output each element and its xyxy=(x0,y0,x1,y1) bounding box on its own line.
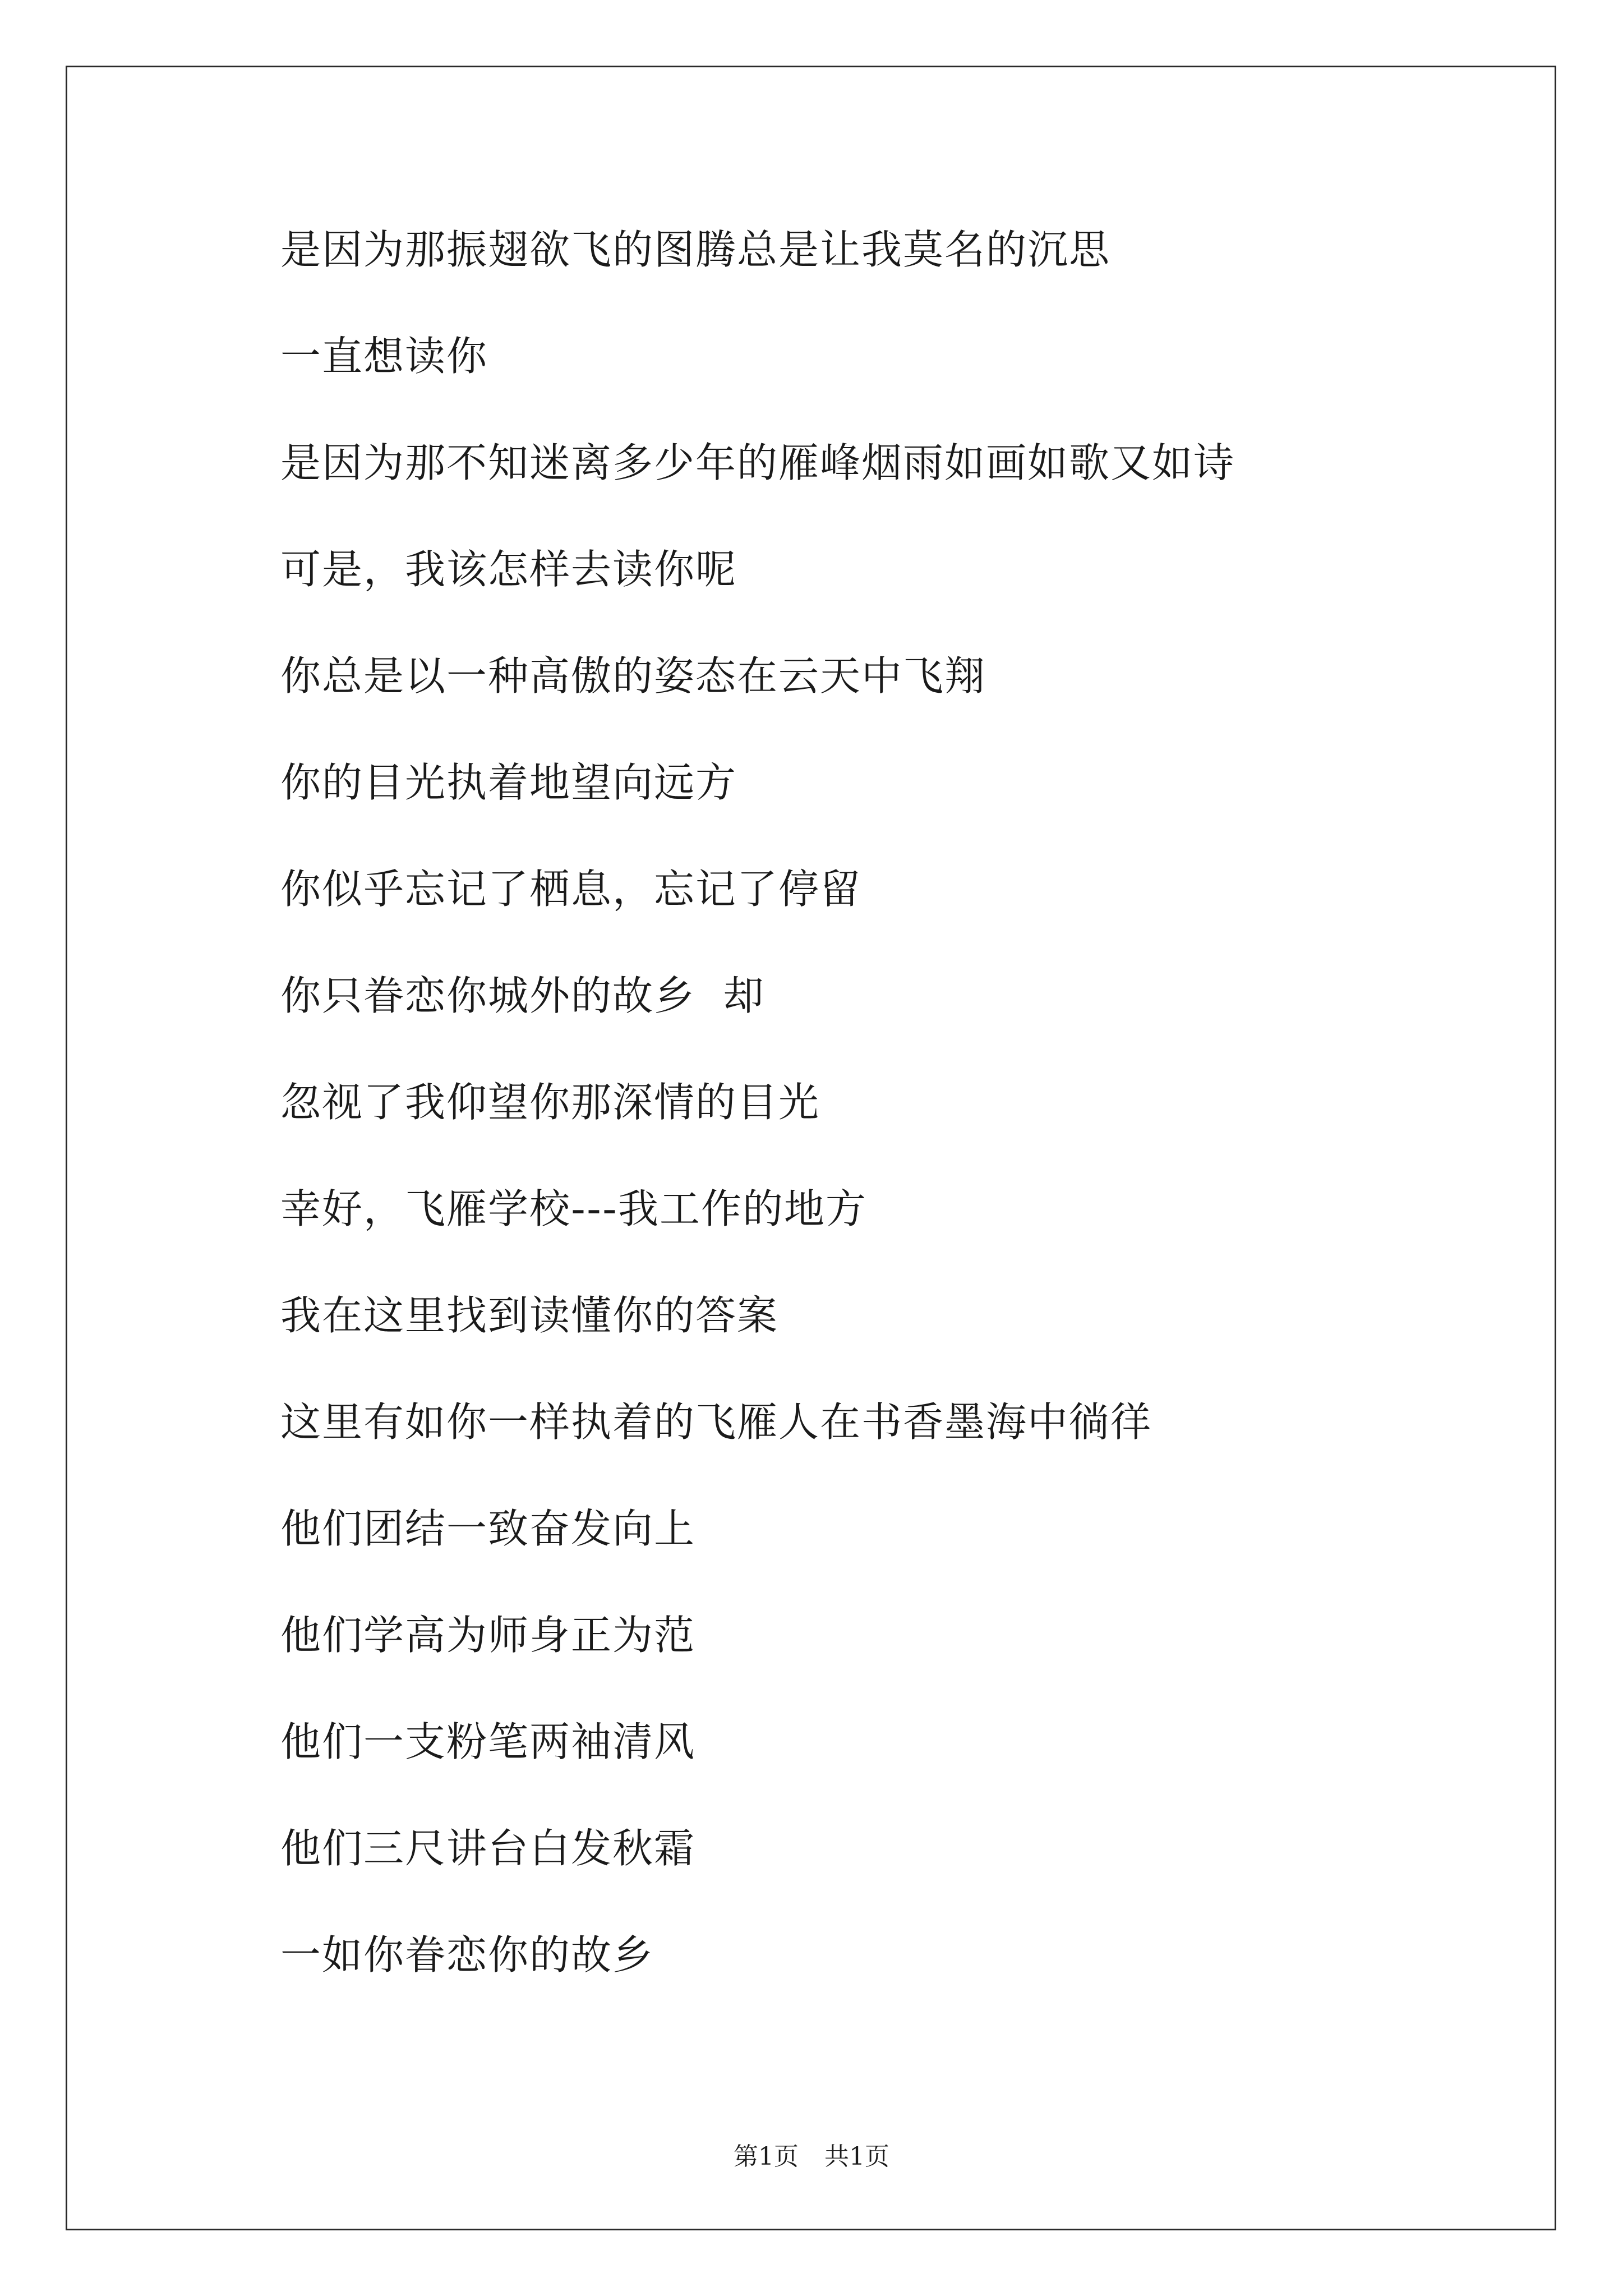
poem-line: 他们学高为师身正为范 xyxy=(280,1612,696,1659)
poem-line: 你的目光执着地望向远方 xyxy=(280,759,737,806)
poem-line: 幸好，飞雁学校---我工作的地方 xyxy=(280,1185,867,1232)
poem-body xyxy=(280,222,1235,2033)
poem-line: 是因为那不知迷离多少年的雁峰烟雨如画如歌又如诗 xyxy=(280,439,1235,486)
page-number-current: 第1页 xyxy=(734,2142,799,2171)
poem-line: 他们三尺讲台白发秋霜 xyxy=(280,1825,696,1872)
poem-line: 他们团结一致奋发向上 xyxy=(280,1505,696,1552)
poem-line: 你总是以一种高傲的姿态在云天中飞翔 xyxy=(280,652,986,700)
poem-line: 他们一支粉笔两袖清风 xyxy=(280,1718,696,1765)
poem-line: 可是，我该怎样去读你呢 xyxy=(280,546,737,593)
page-footer xyxy=(0,2136,1623,2172)
poem-line: 忽视了我仰望你那深情的目光 xyxy=(280,1079,820,1126)
poem-line: 你只眷恋你城外的故乡 却 xyxy=(280,972,765,1019)
poem-line: 一如你眷恋你的故乡 xyxy=(280,1931,654,1978)
poem-line: 我在这里找到读懂你的答案 xyxy=(280,1292,779,1339)
poem-line: 你似乎忘记了栖息，忘记了停留 xyxy=(280,866,862,913)
poem-line: 是因为那振翅欲飞的图腾总是让我莫名的沉思 xyxy=(280,226,1111,273)
page-number-total: 共1页 xyxy=(824,2142,889,2171)
poem-line: 一直想读你 xyxy=(280,333,488,380)
poem-line: 这里有如你一样执着的飞雁人在书香墨海中徜徉 xyxy=(280,1398,1152,1446)
